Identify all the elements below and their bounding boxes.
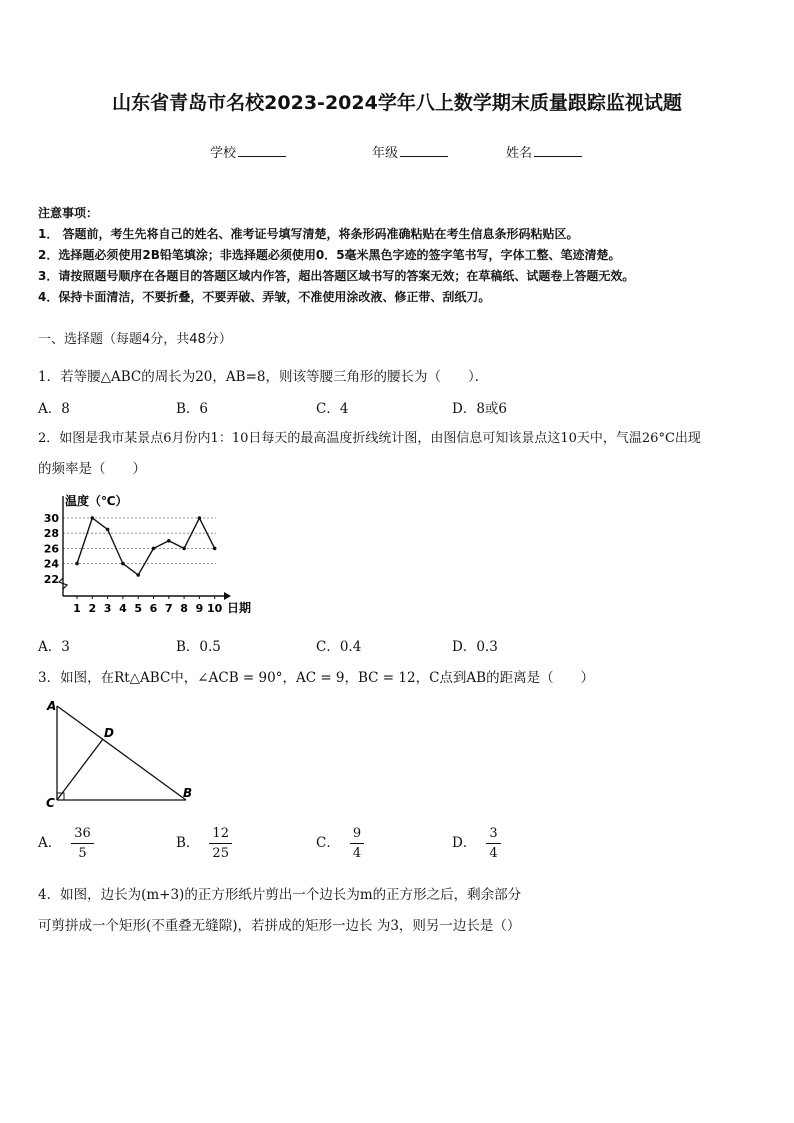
question-1: 1．若等腰△ABC的周长为20，AB=8，则该等腰三角形的腰长为（ ）．: [38, 369, 489, 385]
q3-option-b-fraction: [209, 826, 232, 861]
x-tick-label: 3: [103, 602, 112, 615]
segment-ab: [57, 706, 186, 800]
triangle-figure: [40, 697, 210, 812]
q3-option-c-num: 9: [350, 826, 364, 844]
q3-option-c-letter: C．: [316, 835, 340, 851]
grade-label: 年级: [372, 146, 399, 161]
q2-option-a: A．3: [38, 639, 70, 655]
q3-option-b-num: 12: [209, 826, 232, 844]
data-point: [182, 547, 186, 551]
y-tick-label: 24: [43, 557, 59, 571]
q1-option-b: B．6: [176, 401, 209, 417]
q3-option-c-fraction: [350, 826, 364, 861]
q3-option-c: [316, 826, 364, 861]
y-tick-label: 30: [43, 512, 59, 525]
x-tick-label: 5: [134, 602, 143, 615]
q2-option-b: B．0.5: [176, 639, 221, 655]
school-field: [210, 142, 286, 161]
y-tick-label: 28: [43, 527, 59, 541]
question-2-line2: 的频率是（ ）: [38, 461, 146, 477]
name-label: 姓名: [506, 146, 533, 161]
q2-option-c: C．0.4: [316, 639, 362, 655]
series-line: [77, 518, 215, 575]
school-label: 学校: [210, 146, 237, 161]
x-tick-label: 1: [73, 602, 81, 615]
data-point: [75, 562, 79, 566]
x-tick-label: 7: [164, 602, 173, 615]
x-tick-label: 10: [207, 602, 223, 615]
chart-xlabel: 日期: [227, 601, 252, 615]
question-4-line1: 4．如图，边长为(m+3)的正方形纸片剪出一个边长为m的正方形之后，剩余部分: [38, 887, 522, 903]
q3-option-b-den: 25: [212, 846, 229, 861]
x-tick-label: 2: [88, 602, 97, 615]
x-tick-label: 6: [149, 602, 158, 615]
q1-option-d: D．8或6: [452, 401, 508, 417]
note-1: 1． 答题前，考生先将自己的姓名、准考证号填写清楚，将条形码准确粘贴在考生信息条形码粘贴区。: [38, 227, 579, 241]
label-b: B: [183, 786, 193, 800]
q3-option-b-letter: B．: [176, 835, 200, 851]
question-3: 3．如图，在Rt△ABC中，∠ACB = 90°，AC = 9，BC = 12，C点到AB的距离是（ ）: [38, 670, 595, 686]
x-tick-label: 4: [119, 602, 127, 615]
q1-option-c: C．4: [316, 401, 349, 417]
q3-option-a-letter: A．: [38, 835, 62, 851]
q2-option-d: D．0.3: [452, 639, 498, 655]
q3-option-d-den: 4: [489, 846, 498, 861]
q3-option-d-fraction: [486, 826, 500, 861]
data-point: [198, 516, 202, 520]
note-2: 2．选择题必须使用2B铅笔填涂；非选择题必须使用0．5毫米黑色字迹的签字笔书写，字体工整、笔迹清楚。: [38, 248, 621, 262]
data-point: [91, 516, 95, 520]
q3-option-d: [452, 826, 501, 861]
segment-cd: [57, 739, 103, 800]
q3-option-c-den: 4: [352, 846, 362, 861]
notes-heading: 注意事项：: [38, 206, 99, 220]
name-blank: [534, 144, 582, 157]
grade-blank: [400, 144, 448, 157]
y-tick-label: 26: [43, 542, 59, 556]
data-point: [121, 562, 125, 566]
data-point: [213, 547, 217, 551]
data-point: [152, 547, 156, 551]
q3-option-d-letter: D．: [452, 835, 477, 851]
note-3: 3．请按照题号顺序在各题目的答题区域内作答，超出答题区域书写的答案无效；在草稿纸、试题卷上答题无效。: [38, 269, 635, 283]
q3-option-d-num: 3: [486, 826, 500, 844]
note-4: 4．保持卡面清洁，不要折叠，不要弄破、弄皱，不准使用涂改液、修正带、刮纸刀。: [38, 290, 491, 304]
label-c: C: [46, 796, 55, 810]
q1-option-a: A．8: [38, 401, 70, 417]
label-d: D: [104, 726, 114, 740]
page-title: 山东省青岛市名校2023-2024学年八上数学期末质量跟踪监视试题: [112, 92, 682, 114]
label-a: A: [47, 699, 57, 713]
data-point: [136, 573, 140, 577]
q3-option-a-den: 5: [78, 846, 87, 861]
data-point: [167, 539, 171, 543]
name-field: [506, 142, 582, 161]
data-point: [106, 528, 110, 532]
x-tick-label: 8: [180, 602, 188, 615]
section-heading: 一、选择题（每题4分，共48分）: [38, 332, 232, 347]
chart-ylabel: 温度（℃）: [65, 494, 128, 508]
school-blank: [238, 144, 286, 157]
x-axis-arrow-icon: [224, 592, 231, 600]
question-4-line2: 可剪拼成一个矩形(不重叠无缝隙)，若拼成的矩形一边长 为3，则另一边长是（）: [38, 918, 521, 934]
question-2-line1: 2．如图是我市某景点6月份内1：10日每天的最高温度折线统计图，由图信息可知该景点这10天中，气温26°C出现: [38, 431, 701, 446]
x-tick-label: 9: [195, 602, 204, 615]
temperature-chart: [38, 488, 260, 620]
q3-option-a-fraction: [71, 826, 94, 861]
q3-option-b: [176, 826, 232, 861]
q3-option-a: [38, 826, 94, 861]
y-tick-label: 22: [43, 572, 59, 586]
q3-option-a-num: 36: [71, 826, 94, 844]
grade-field: [372, 142, 448, 161]
